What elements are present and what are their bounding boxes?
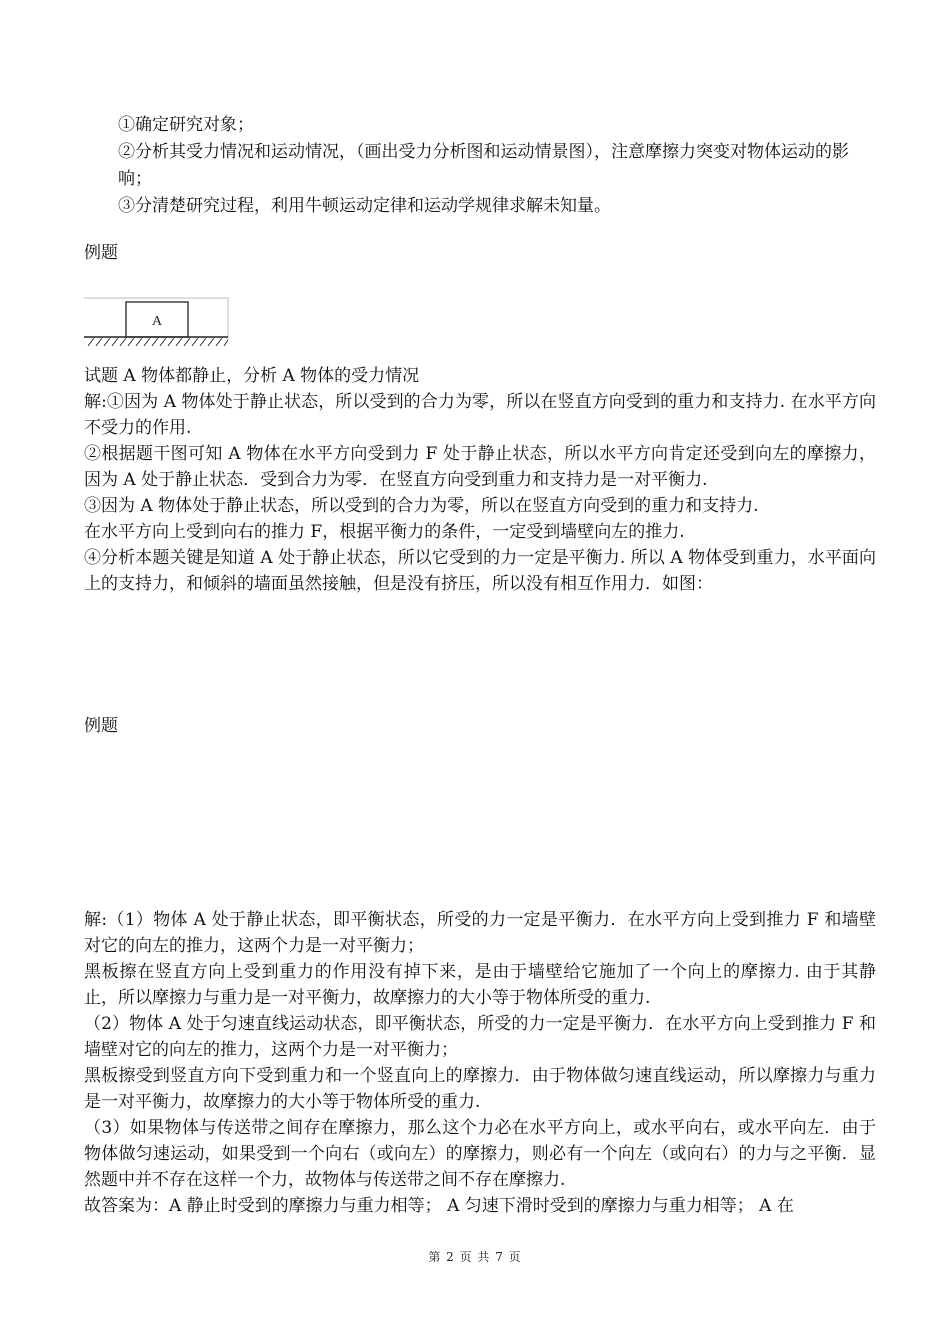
solution-paragraph: 故答案为：A 静止时受到的摩擦力与重力相等； A 匀速下滑时受到的摩擦力与重力相等； A 在 <box>84 1196 794 1216</box>
block-on-ground-figure <box>84 296 232 352</box>
step-2: ②分析其受力情况和运动情况，（画出受力分析图和运动情景图），注意摩擦力突变对物体运动的影响； <box>118 142 849 189</box>
page-number-footer: 第 2 页 共 7 页 <box>428 1250 522 1264</box>
solution-paragraph: 解:①因为 A 物体处于静止状态，所以受到的合力为零，所以在竖直方向受到的重力和支持力. 在水平方向不受力的作用. <box>84 392 876 438</box>
solution-paragraph: （3）如果物体与传送带之间存在摩擦力，那么这个力必在水平方向上，或水平向右，或水平向左．由于物体做匀速运动，如果受到一个向右（或向左）的摩擦力，则必有一个向左（或向右）的力与之平衡．显然题中并不存在这样一个力，故物体与传送带之间不存在摩擦力. <box>84 1118 876 1190</box>
solution-paragraph: 解:（1）物体 A 处于静止状态，即平衡状态，所受的力一定是平衡力．在水平方向上受到推力 F 和墙壁对它的向左的推力，这两个力是一对平衡力； <box>84 910 876 956</box>
solution-paragraph: ④分析本题关键是知道 A 处于静止状态，所以它受到的力一定是平衡力. 所以 A 物体受到重力，水平面向上的支持力，和倾斜的墙面虽然接触，但是没有挤压，所以没有相互作用力．如图： <box>84 548 876 594</box>
ground-hatching <box>88 338 228 346</box>
solution-paragraph: ③因为 A 物体处于静止状态，所以受到的合力为零，所以在竖直方向受到的重力和支持力. <box>84 496 759 516</box>
example-2-solution <box>84 907 876 1219</box>
question-text: 试题 A 物体都静止，分析 A 物体的受力情况 <box>84 366 420 386</box>
solution-paragraph: 黑板擦在竖直方向上受到重力的作用没有掉下来，是由于墙壁给它施加了一个向上的摩擦力. 由于其静止，所以摩擦力与重力是一对平衡力，故摩擦力的大小等于物体所受的重力. <box>84 962 876 1008</box>
block-a-label: A <box>151 314 163 329</box>
example-1-solution <box>84 363 876 597</box>
solution-paragraph: ②根据题干图可知 A 物体在水平方向受到力 F 处于静止状态，所以水平方向肯定还受到向左的摩擦力，因为 A 处于静止状态．受到合力为零．在竖直方向受到重力和支持力是一对平衡力. <box>84 444 876 490</box>
example-heading: 例题 <box>84 243 118 263</box>
solution-paragraph: 黑板擦受到竖直方向下受到重力和一个竖直向上的摩擦力．由于物体做匀速直线运动，所以摩擦力与重力是一对平衡力，故摩擦力的大小等于物体所受的重力. <box>84 1066 876 1112</box>
solution-paragraph: 在水平方向上受到向右的推力 F，根据平衡力的条件，一定受到墙壁向左的推力. <box>84 522 685 542</box>
solution-paragraph: （2）物体 A 处于匀速直线运动状态，即平衡状态，所受的力一定是平衡力．在水平方向上受到推力 F 和墙壁对它的向左的推力，这两个力是一对平衡力； <box>84 1014 876 1060</box>
step-3: ③分清楚研究过程，利用牛顿运动定律和运动学规律求解未知量。 <box>118 196 611 216</box>
example-heading: 例题 <box>84 716 118 736</box>
figure-svg <box>84 296 232 352</box>
method-steps <box>118 112 878 220</box>
step-1: ①确定研究对象； <box>118 115 254 135</box>
